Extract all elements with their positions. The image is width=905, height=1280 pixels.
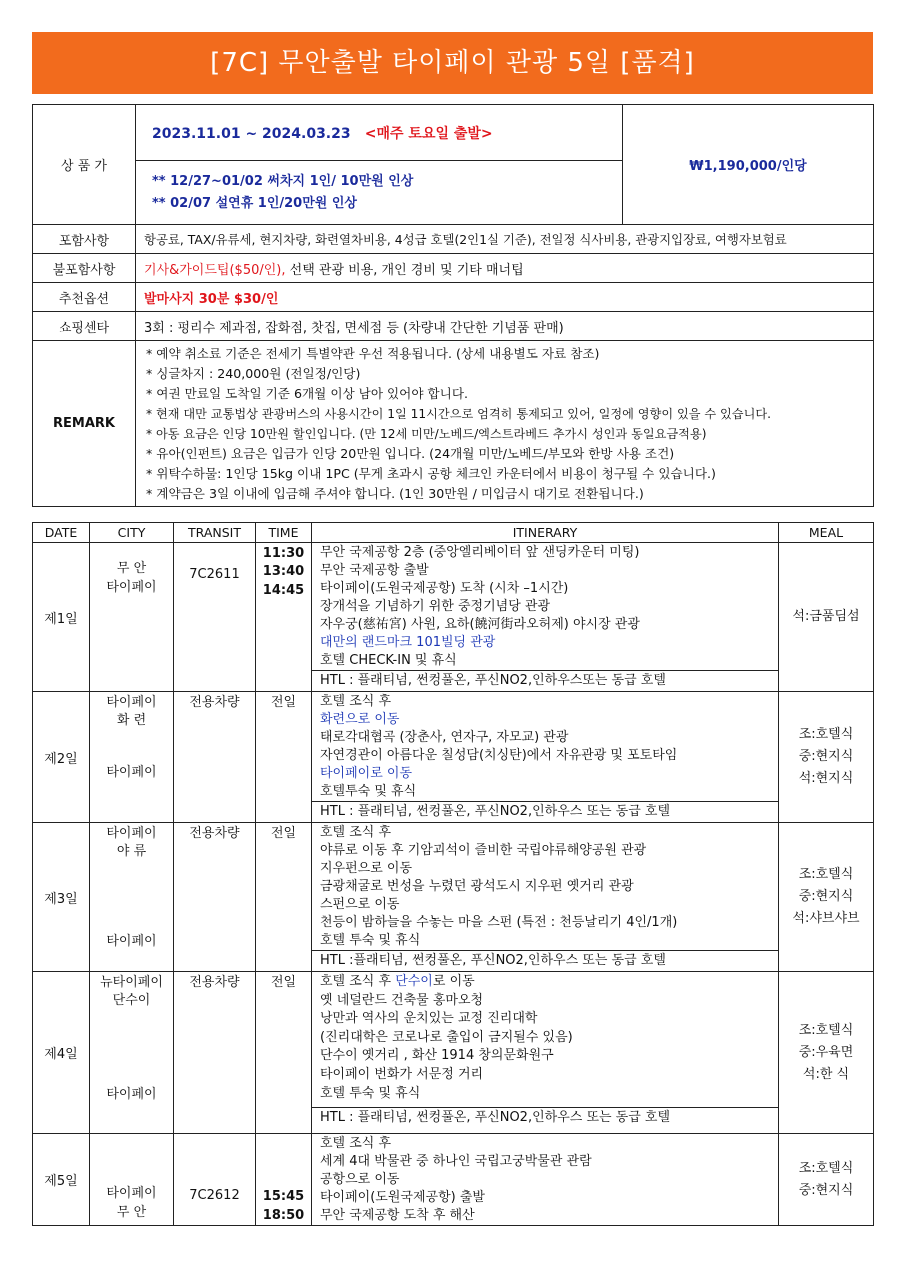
hotel-line: HTL : 플래티넘, 썬컹풀온, 푸신NO2,인하우스 또는 동급 호텔 — [312, 801, 778, 822]
itinerary-cell — [312, 543, 779, 692]
surcharge-cell — [136, 161, 623, 225]
remark-item: * 아동 요금은 인당 10만원 할인입니다. (만 12세 미만/노베드/엑스트라베드 추가시 성인과 동일요금적용) — [146, 426, 707, 441]
remark-label: REMARK — [33, 341, 136, 507]
itinerary-text: 천등이 밤하늘을 수놓는 마을 스펀 (특전 : 천등날리기 4인/1개) — [320, 915, 678, 930]
time-value: 전일 — [270, 975, 297, 990]
remark-item: * 여권 만료일 도착일 기준 6개월 이상 남아 있어야 합니다. — [146, 385, 468, 401]
itinerary-line — [320, 693, 778, 711]
itinerary-line — [320, 729, 778, 747]
meal-item: 조:호텔식 — [798, 867, 854, 882]
city-name: 타이페이 — [106, 826, 157, 841]
city-name: 타이페이 — [106, 764, 157, 780]
header-time: TIME — [256, 523, 312, 543]
header-city: CITY — [90, 523, 174, 543]
transit-cell — [174, 543, 256, 692]
city-cell — [90, 1134, 174, 1226]
city-name: 타이페이 — [106, 933, 157, 949]
itinerary-text: 장개석을 기념하기 위한 중정기념당 관광 — [320, 599, 551, 614]
hotel-line: HTL :플래티넘, 썬컹풀온, 푸신NO2,인하우스 또는 동급 호텔 — [312, 950, 778, 971]
meal-item: 석:현지식 — [798, 771, 854, 786]
meal-item: 조:호텔식 — [798, 1022, 854, 1038]
header-meal: MEAL — [779, 523, 874, 543]
meal-cell — [779, 692, 874, 823]
itinerary-row — [33, 692, 874, 823]
itinerary-line — [320, 842, 778, 860]
period-cell — [136, 105, 623, 161]
surcharge-1: ** 12/27~01/02 써차지 1인/ 10만원 인상 — [152, 173, 414, 189]
itinerary-line — [320, 914, 778, 932]
itinerary-cell — [312, 972, 779, 1134]
itinerary-line — [320, 1207, 778, 1225]
departure-day: <매주 토요일 출발> — [364, 125, 493, 142]
transit-code: 전용차량 — [189, 975, 240, 990]
itinerary-text: 단수이 옛거리 , 화산 1914 창의문화원구 — [320, 1048, 554, 1064]
excluded-cell — [136, 254, 874, 283]
itinerary-text: 호텔 CHECK-IN 및 휴식 — [320, 653, 457, 668]
day-label: 제4일 — [33, 972, 90, 1134]
meal-cell — [779, 1134, 874, 1226]
option-label: 추천옵션 — [33, 283, 136, 312]
itinerary-text: 호텔 투숙 및 휴식 — [320, 1085, 421, 1101]
itinerary-line — [320, 562, 778, 580]
itinerary-text: 로 이동 — [432, 974, 475, 989]
itinerary-line — [320, 783, 778, 801]
itinerary-text: 타이페이(도원국제공항) 출발 — [320, 1190, 485, 1205]
city-cell — [90, 972, 174, 1134]
itinerary-line — [320, 1135, 778, 1153]
meal-item: 석:샤브샤브 — [792, 911, 860, 926]
meal-item: 석:한 식 — [802, 1066, 850, 1082]
itinerary-line — [320, 992, 778, 1011]
time-cell — [256, 692, 312, 823]
meal-item: 중:현지식 — [798, 1182, 854, 1198]
transit-cell — [174, 972, 256, 1134]
itinerary-line — [320, 634, 778, 652]
remark-list — [136, 341, 874, 507]
itinerary-line — [320, 1010, 778, 1029]
remark-item: * 유아(인펀트) 요금은 입금가 인당 20만원 입니다. (24개월 미만/노베드/부모와 한방 사용 조건) — [146, 445, 675, 461]
itinerary-line — [320, 580, 778, 598]
itinerary-text: 무안 국제공항 출발 — [320, 563, 429, 578]
city-name: 화 련 — [116, 713, 147, 729]
itinerary-line — [320, 973, 778, 992]
itinerary-text: 대만의 랜드마크 101빌딩 관광 — [320, 635, 496, 650]
itinerary-text: (진리대학은 코로나로 출입이 금지될수 있음) — [320, 1029, 573, 1045]
itinerary-text: 호텔 조식 후 — [320, 974, 396, 989]
itinerary-text: 세계 4대 박물관 중 하나인 국립고궁박물관 관람 — [320, 1154, 592, 1169]
city-name: 무 안 — [116, 1204, 147, 1220]
header-itinerary: ITINERARY — [312, 523, 779, 543]
hotel-line: HTL : 플래티넘, 썬컹풀온, 푸신NO2,인하우스또는 동급 호텔 — [312, 670, 778, 691]
shopping-label: 쇼핑센타 — [33, 312, 136, 341]
meal-item: 중:현지식 — [798, 889, 854, 904]
time-value: 전일 — [270, 826, 297, 841]
itinerary-text: 타이페이로 이동 — [320, 766, 413, 781]
meal-item: 중:우육면 — [798, 1044, 854, 1060]
meal-item: 중:현지식 — [798, 749, 854, 764]
city-name: 타이페이 — [106, 1086, 157, 1102]
transit-code: 전용차량 — [189, 826, 240, 841]
itinerary-cell — [312, 1134, 779, 1226]
remark-item: * 계약금은 3일 이내에 입금해 주셔야 합니다. (1인 30만원 / 미입금시 대기로 전환됩니다.) — [146, 485, 644, 501]
transit-cell — [174, 1134, 256, 1226]
itinerary-text: 타이페이(도원국제공항) 도착 (시차 –1시간) — [320, 581, 569, 596]
time-value: 14:45 — [262, 582, 305, 598]
city-name: 단수이 — [112, 993, 151, 1009]
itinerary-text: 야류로 이동 후 기암괴석이 즐비한 국립야류해양공원 관광 — [320, 843, 647, 858]
itinerary-line — [320, 1029, 778, 1048]
meal-cell — [779, 543, 874, 692]
period: 2023.11.01 ~ 2024.03.23 — [152, 125, 351, 142]
time-value: 11:30 — [262, 546, 305, 561]
excluded-tip: 기사&가이드팁($50/인), — [144, 262, 286, 278]
itinerary-text: 옛 네덜란드 건축물 홍마오청 — [320, 992, 484, 1008]
surcharge-2: ** 02/07 설연휴 1인/20만원 인상 — [152, 195, 357, 211]
itinerary-line — [320, 652, 778, 670]
itinerary-line — [320, 1047, 778, 1066]
itinerary-line — [320, 1171, 778, 1189]
city-name: 야 류 — [116, 844, 147, 860]
itinerary-line — [320, 765, 778, 783]
itinerary-text: 자우궁(慈祐宮) 사원, 요하(饒河街라오허제) 야시장 관광 — [320, 617, 640, 632]
itinerary-text: 스펀으로 이동 — [320, 897, 400, 912]
included: 항공료, TAX/유류세, 현지차량, 화련열차비용, 4성급 호텔(2인1실 기준), 전일정 식사비용, 관광지입장료, 여행자보험료 — [136, 225, 874, 254]
meal-item: 석:금품딤섬 — [792, 609, 860, 624]
itinerary-text: 금광채굴로 번성을 누렸던 광석도시 지우펀 옛거리 관광 — [320, 879, 634, 894]
excluded-label: 불포함사항 — [33, 254, 136, 283]
price-label: 상 품 가 — [33, 105, 136, 225]
city-name: 타이페이 — [106, 1186, 157, 1202]
itinerary-line — [320, 878, 778, 896]
itinerary-line — [320, 616, 778, 634]
itinerary-row — [33, 1134, 874, 1226]
itinerary-line — [320, 824, 778, 842]
time-cell — [256, 972, 312, 1134]
itinerary-text: 무안 국제공항 도착 후 해산 — [320, 1208, 475, 1223]
itinerary-text: 호텔 조식 후 — [320, 1136, 392, 1151]
itinerary-table — [32, 522, 874, 1226]
city-cell — [90, 692, 174, 823]
option: 발마사지 30분 $30/인 — [136, 283, 874, 312]
itinerary-row — [33, 972, 874, 1134]
itinerary-line — [320, 896, 778, 914]
excluded-rest: 선택 관광 비용, 개인 경비 및 기타 매너팁 — [285, 262, 524, 278]
time-value: 18:50 — [262, 1207, 305, 1223]
city-name: 타이페이 — [106, 580, 157, 595]
itinerary-text: 낭만과 역사의 운치있는 교정 진리대학 — [320, 1011, 538, 1027]
itinerary-line — [320, 747, 778, 765]
itinerary-line — [320, 1153, 778, 1171]
day-label: 제5일 — [33, 1134, 90, 1226]
itinerary-row — [33, 543, 874, 692]
itinerary-text: 호텔 투숙 및 휴식 — [320, 933, 421, 948]
itinerary-line — [320, 932, 778, 950]
city-name: 무 안 — [116, 561, 147, 576]
time-value: 전일 — [270, 695, 297, 710]
transit-cell — [174, 823, 256, 972]
time-cell — [256, 823, 312, 972]
itinerary-highlight: 단수이 — [395, 974, 433, 989]
meal-cell — [779, 972, 874, 1134]
transit-code: 7C2612 — [189, 1187, 240, 1203]
time-value: 15:45 — [262, 1189, 305, 1205]
itinerary-text: 호텔 조식 후 — [320, 694, 392, 709]
meal-item: 조:호텔식 — [798, 727, 854, 742]
itinerary-text: 화련으로 이동 — [320, 712, 400, 727]
transit-cell — [174, 692, 256, 823]
itinerary-text: 무안 국제공항 2층 (중앙엘리베이터 앞 샌딩카운터 미팅) — [320, 545, 640, 560]
city-cell — [90, 823, 174, 972]
remark-item: * 예약 취소료 기준은 전세기 특별약관 우선 적용됩니다. (상세 내용별도 자료 참조) — [146, 345, 600, 361]
header-transit: TRANSIT — [174, 523, 256, 543]
city-name: 뉴타이페이 — [100, 975, 163, 990]
itinerary-cell — [312, 823, 779, 972]
header-date: DATE — [33, 523, 90, 543]
itinerary-text: 공항으로 이동 — [320, 1172, 400, 1187]
meal-item: 조:호텔식 — [798, 1160, 854, 1176]
remark-item: * 위탁수하물: 1인당 15kg 이내 1PC (무게 초과시 공항 체크인 카운터에서 비용이 청구될 수 있습니다.) — [146, 465, 716, 481]
itinerary-line — [320, 1189, 778, 1207]
day-label: 제2일 — [33, 692, 90, 823]
price: ₩1,190,000/인당 — [623, 105, 874, 225]
meal-cell — [779, 823, 874, 972]
itinerary-line — [320, 860, 778, 878]
itinerary-cell — [312, 692, 779, 823]
time-cell — [256, 543, 312, 692]
itinerary-text: 타이페이 번화가 서문정 거리 — [320, 1066, 484, 1082]
time-value: 13:40 — [262, 564, 305, 580]
itinerary-text: 태로각대협곡 (장춘사, 연자구, 자모교) 관광 — [320, 730, 569, 745]
page-title: [7C] 무안출발 타이페이 관광 5일 [품격] — [32, 32, 873, 94]
remark-item: * 싱글차지 : 240,000원 (전일정/인당) — [146, 365, 361, 381]
itinerary-text: 호텔투숙 및 휴식 — [320, 784, 417, 799]
itinerary-text: 자연경관이 아름다운 칠성담(치싱탄)에서 자유관광 및 포토타임 — [320, 748, 678, 763]
remark-item: * 현재 대만 교통법상 관광버스의 사용시간이 1일 11시간으로 엄격히 통제되고 있어, 일정에 영향이 있을 수 있습니다. — [146, 406, 772, 421]
itinerary-line — [320, 598, 778, 616]
shopping: 3회 : 펑리수 제과점, 잡화점, 찻집, 면세점 등 (차량내 간단한 기념품 판매) — [136, 312, 874, 341]
transit-code: 7C2611 — [189, 567, 240, 582]
itinerary-line — [320, 1066, 778, 1085]
city-name: 타이페이 — [106, 695, 157, 710]
itinerary-line — [320, 544, 778, 562]
itinerary-row — [33, 823, 874, 972]
itinerary-text: 호텔 조식 후 — [320, 825, 392, 840]
product-info-table — [32, 104, 874, 507]
itinerary-text: 지우펀으로 이동 — [320, 861, 413, 876]
day-label: 제3일 — [33, 823, 90, 972]
itinerary-line — [320, 711, 778, 729]
hotel-line: HTL : 플래티넘, 썬컹풀온, 푸신NO2,인하우스 또는 동급 호텔 — [312, 1107, 778, 1128]
transit-code: 전용차량 — [189, 695, 240, 710]
day-label: 제1일 — [33, 543, 90, 692]
itinerary-line — [320, 1085, 778, 1104]
time-cell — [256, 1134, 312, 1226]
included-label: 포함사항 — [33, 225, 136, 254]
city-cell — [90, 543, 174, 692]
